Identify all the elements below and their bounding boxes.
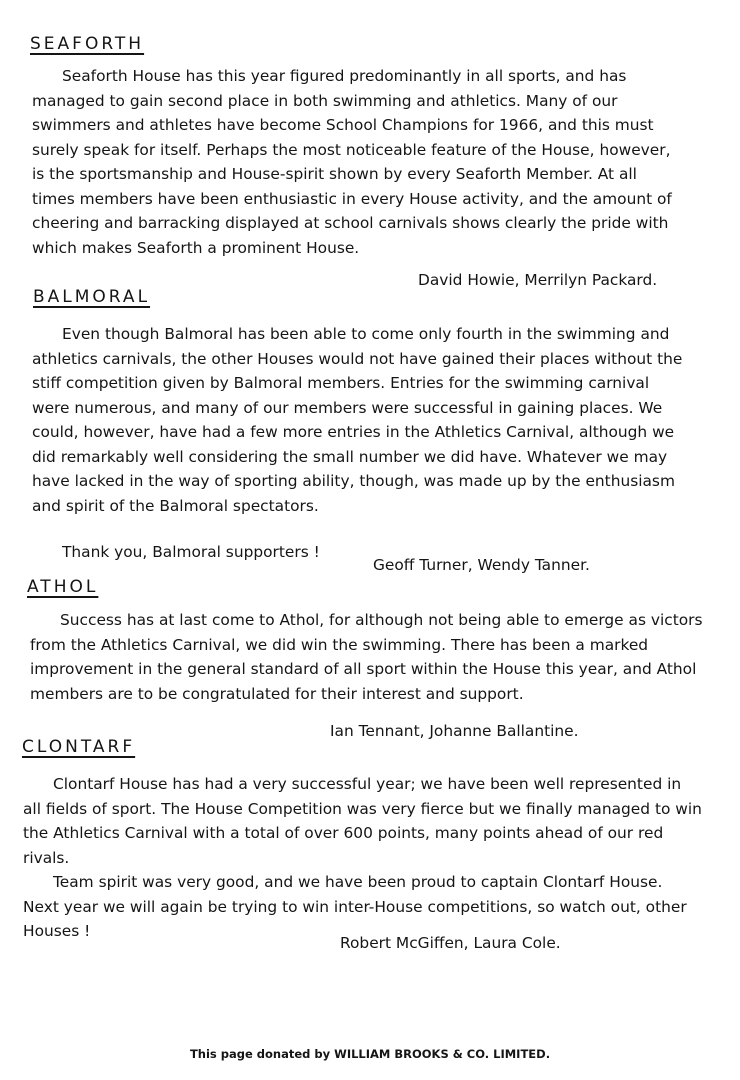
balmoral-signature: Geoff Turner, Wendy Tanner. (373, 556, 590, 574)
athol-signature: Ian Tennant, Johanne Ballantine. (330, 722, 579, 740)
section-heading-balmoral: BALMORAL (33, 287, 151, 307)
sponsor-footer: This page donated by WILLIAM BROOKS & CO. LIMITED. (189, 1047, 551, 1061)
athol-paragraph: Success has at last come to Athol, for although not being able to emerge as victors from the Athletics Carnival, we did win the swimming. There has been a marked improvement in the general standard of all sport within the House this year, and Athol members are to be congratulated for their interest and support. (30, 611, 703, 703)
section-heading-athol: ATHOL (27, 577, 99, 597)
balmoral-thanks: Thank you, Balmoral supporters ! (62, 543, 320, 561)
clontarf-signature: Robert McGiffen, Laura Cole. (340, 934, 561, 952)
section-heading-seaforth: SEAFORTH (30, 34, 145, 54)
seaforth-signature: David Howie, Merrilyn Packard. (418, 271, 658, 289)
balmoral-paragraph: Even though Balmoral has been able to come only fourth in the swimming and athletics carnivals, the other Houses would not have gained their places without the stiff competition given by Balmoral members. Entries for the swimming carnival were numerous, and many of our members were successful in gaining places. We could, however, have had a few more entries in the Athletics Carnival, although we did remarkably well considering the small number we did have. Whatever we may have lacked in the way of sporting ability, though, was made up by the enthusiasm and spirit of the Balmoral spectators. (32, 325, 683, 515)
section-heading-clontarf: CLONTARF (22, 737, 136, 757)
clontarf-paragraph-1: Clontarf House has had a very successful year; we have been well represented in all fields of sport. The House Competition was very fierce but we finally managed to win the Athletics Carnival with a total of over 600 points, many points ahead of our red rivals. (23, 775, 702, 867)
clontarf-paragraph-2: Team spirit was very good, and we have been proud to captain Clontarf House. Next year we will again be trying to win inter-House competitions, so watch out, other Houses ! (23, 873, 687, 940)
seaforth-paragraph: Seaforth House has this year figured predominantly in all sports, and has managed to gain second place in both swimming and athletics. Many of our swimmers and athletes have become School Champions for 1966, and this must surely speak for itself. Perhaps the most noticeable feature of the House, however, is the sportsmanship and House-spirit shown by every Seaforth Member. At all times members have been enthusiastic in every House activity, and the amount of cheering and barracking displayed at school carnivals shows clearly the pride with which makes Seaforth a prominent House. (32, 67, 672, 257)
